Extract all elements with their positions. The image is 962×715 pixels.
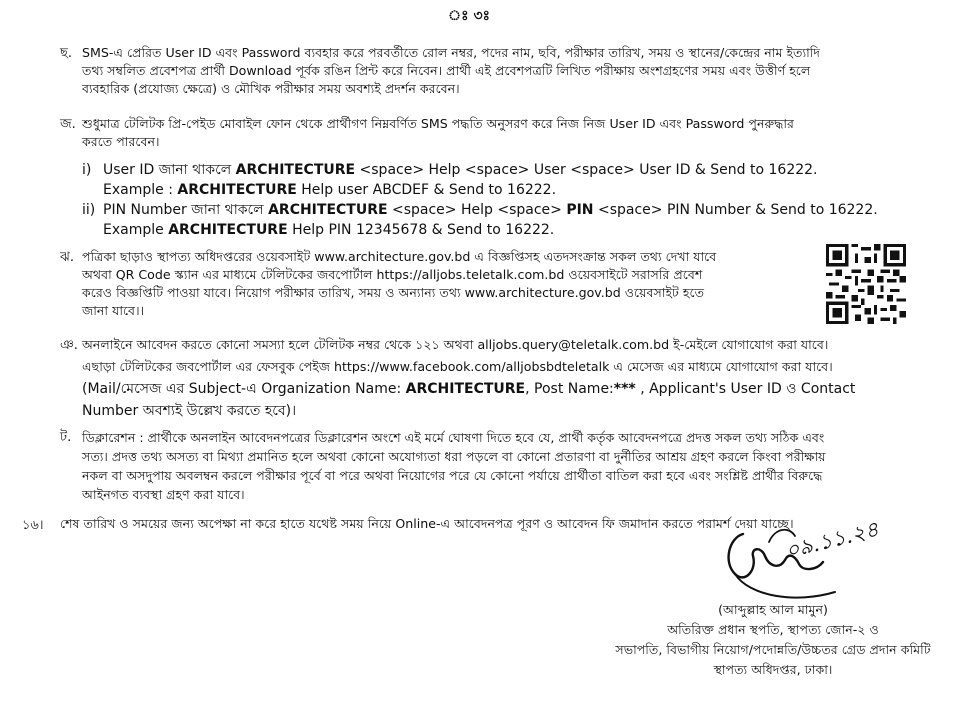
sub-item-i-marker: i) [82,162,92,178]
sub-item-i-example [82,180,878,200]
signer-block [610,600,936,680]
subject-suffix: , Applicant's User ID ও Contact [635,381,856,397]
item-ja-text [82,115,794,151]
item-nya-line: অনলাইনে আবেদন করতে কোনো সমস্যা হলে টেলিটক নম্বর থেকে ১২১ অথবা alljobs.query@teletalk.com.bd ই-মেইলে যোগাযোগ করা যাবে। [82,337,829,352]
example-label: Example [103,222,169,238]
sms-instructions [82,160,878,240]
sub-item-ii-pin: PIN [566,202,594,218]
item-cha-line: SMS-এ প্রেরিত User ID এবং Password ব্যবহার করে পরবর্তীতে রোল নম্বর, পদের নাম, ছবি, পরীক্ষার তারিখ, সময় ও স্থানের/কেন্দ্রের নাম ইত্যাদি [82,45,820,60]
signer-designation: অতিরিক্ত প্রধান স্থপতি, স্থাপত্য জোন-২ ও [667,622,879,637]
item-ta-line: নকল বা অসদুপায় অবলম্বন করলে পরীক্ষার পূর্বে বা পরে অথবা নিয়োগের পরে যে কোনো পর্যায়ে প্রার্থীতা বাতিল করা হবে এবং সংশ্লিষ্ট প্রার্থীর বিরুদ্ধে [82,468,823,483]
signer-name: (আব্দুল্লাহ আল মামুন) [718,602,828,617]
item-ta-line: ডিক্লারেশন : প্রার্থীকে অনলাইন আবেদনপত্রের ডিক্লারেশন অংশে এই মর্মে ঘোষণা দিতে হবে যে, প্রার্থী কর্তৃক আবেদনপত্রে প্রদত্ত সকল তথ্য সঠিক এবং [82,430,825,445]
sub-item-ii [82,200,878,220]
item-16-text: শেষ তারিখ ও সময়ের জন্য অপেক্ষা না করে হাতে যথেষ্ট সময় নিয়ে Online-এ আবেদনপত্র পূরণ ও আবেদন ফি জমাদান করতে পরামর্শ দেয়া যাচ্ছে। [60,516,794,531]
example-keyword: ARCHITECTURE [177,182,297,198]
item-ja-marker: জ. [60,117,76,132]
item-nya-subject-line [82,378,855,400]
item-nya-line: Number অবশ্যই উল্লেখ করতে হবে)। [82,403,297,419]
item-ja-line: করতে পারবেন। [82,134,160,149]
item-jha-marker: ঝ. [60,250,74,265]
sub-item-ii-text: PIN Number জানা থাকলে [103,202,269,218]
item-cha-marker: ছ. [60,46,73,61]
signer-office: স্থাপত্য অধিদপ্তর, ঢাকা। [713,662,833,677]
item-cha-text [82,44,820,98]
example-text: Help PIN 12345678 & Send to 16222. [287,222,555,238]
subject-prefix: (Mail/মেসেজ এর Subject-এ Organization Name: [82,381,406,397]
signer-designation: সভাপতি, বিভাগীয় নিয়োগ/পদোন্নতি/উচ্চতর গ্রেড প্রদান কমিটি [615,642,931,657]
page-number: ঃ ৩ঃ [448,8,491,24]
example-text: Help user ABCDEF & Send to 16222. [296,182,557,198]
item-nya-text [82,334,855,422]
sub-item-i-format: <space> Help <space> User <space> User ID & Send to 16222. [355,162,818,178]
item-ja-line: শুধুমাত্র টেলিটক প্রি-পেইড মোবাইল ফোন থেকে প্রার্থীগণ নিম্নবর্ণিত SMS পদ্ধতি অনুসরণ করে নিজ নিজ User ID এবং Password পুনরুদ্ধার [82,116,794,131]
sub-item-ii-keyword: ARCHITECTURE [268,202,388,218]
item-nya-marker: ঞ. [60,338,78,353]
sub-item-i-keyword: ARCHITECTURE [235,162,356,178]
item-jha-line: অথবা QR Code স্ক্যান এর মাধ্যমে টেলিটকের জবপোর্টাল https://alljobs.teletalk.com.bd ওয়েবসাইটে সরাসরি প্রবেশ [82,267,703,282]
subject-post-label: , Post Name: [525,381,614,397]
item-cha-line: তথ্য সম্বলিত প্রবেশপত্র প্রার্থী Download পূর্বক রঙিন প্রিন্ট করে নিবেন। প্রার্থী এই প্রবেশপত্রটি লিখিত পরীক্ষায় অংশগ্রহণের সময় এবং উত্তীর্ণ হলে [82,63,811,78]
item-ta-line: আইনগত ব্যবস্থা গ্রহণ করা যাবে। [82,487,245,502]
sub-item-ii-example [82,220,878,240]
example-keyword: ARCHITECTURE [168,222,288,238]
handwritten-date: ০৯.১১.২৪ [782,516,882,564]
item-ta-text [82,428,826,504]
item-jha-line: জানা যাবে।। [82,303,145,318]
item-16-marker: ১৬। [22,518,44,533]
item-jha-text [82,248,716,320]
item-ta-marker: ট. [60,430,72,445]
item-ta-line: সত্য। প্রদত্ত তথ্য অসত্য বা মিথ্যা প্রমানিত হলে অথবা কোনো অযোগ্যতা ধরা পড়লে বা কোনো প্রতারণা বা দুর্নীতির আশ্রয় গ্রহণ করলে কিংবা পরীক্ষায় [82,449,826,464]
subject-org-name: ARCHITECTURE [405,381,526,397]
item-cha-line: ব্যবহারিক (প্রযোজ্য ক্ষেত্রে) ও মৌখিক পরীক্ষার সময় অবশ্যই প্রদর্শন করবেন। [82,81,460,96]
sub-item-i-text: User ID জানা থাকলে [103,162,236,178]
item-jha-line: পত্রিকা ছাড়াও স্থাপত্য অধিদপ্তরের ওয়েবসাইট www.architecture.gov.bd এ বিজ্ঞপ্তিসহ এতদসংক্রান্ত সকল তথ্য দেখা যাবে [82,249,717,264]
item-nya-line: এছাড়া টেলিটকের জবপোর্টাল এর ফেসবুক পেইজ https://www.facebook.com/alljobsbdteletalk এ মেসেজ এর মাধ্যমে যোগাযোগ করা যাবে। [82,359,833,374]
subject-post-stars: *** [613,381,636,397]
sub-item-i [82,160,878,180]
sub-item-ii-format: <space> PIN Number & Send to 16222. [593,202,878,218]
sub-item-ii-mid: <space> Help <space> [387,202,567,218]
sub-item-ii-marker: ii) [82,202,96,218]
qr-code-icon[interactable] [826,244,906,324]
item-jha-line: করেও বিজ্ঞপ্তিটি পাওয়া যাবে। নিয়োগ পরীক্ষার তারিখ, সময় ও অন্যান্য তথ্য www.architecture.gov.bd ওয়েবসাইট হতে [82,285,705,300]
example-label: Example : [103,182,178,198]
